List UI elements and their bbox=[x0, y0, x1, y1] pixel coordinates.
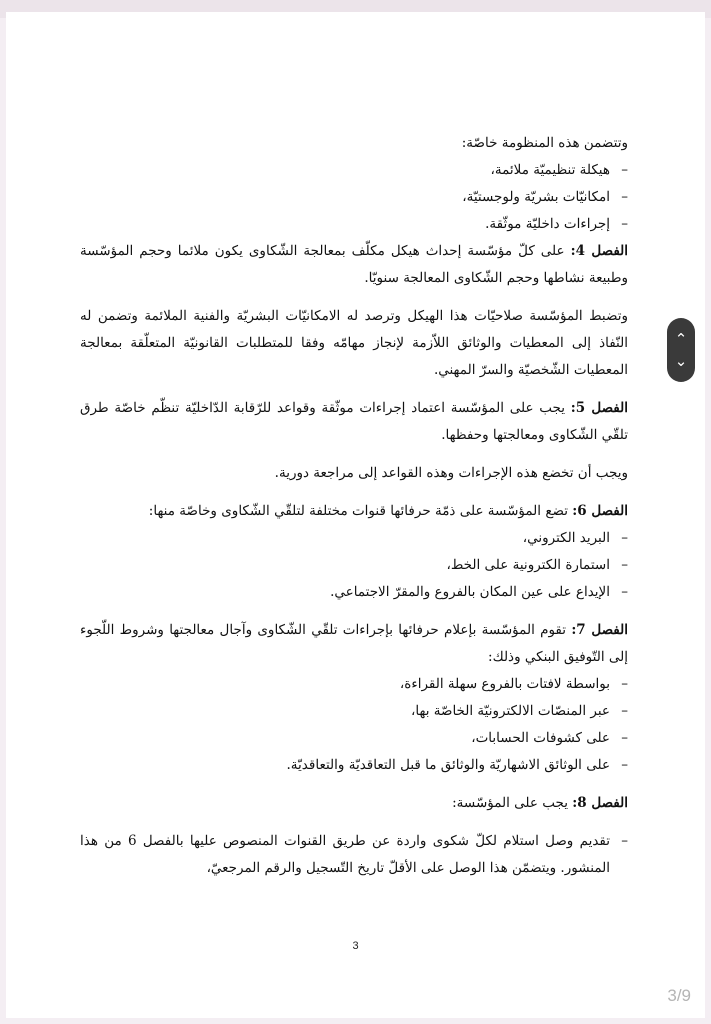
list-item: – بواسطة لافتات بالفروع سهلة القراءة، bbox=[80, 671, 610, 698]
list-item: – إجراءات داخليّة موثّقة. bbox=[80, 211, 610, 238]
chapter-5-label: الفصل 5: bbox=[570, 400, 628, 416]
chapter-7-label: الفصل 7: bbox=[571, 622, 629, 638]
chapter-6 bbox=[80, 498, 628, 525]
page-indicator: 3/9 bbox=[667, 986, 691, 1005]
page-number: 3 bbox=[352, 940, 359, 952]
list-item: – تقديم وصل استلام لكلّ شكوى واردة عن طريق القنوات المنصوص عليها بالفصل 6 من هذا المنشور. ويتضمّن هذا الوصل على الأقلّ تاريخ التّسجيل والرقم المرجعيّ، bbox=[80, 828, 610, 882]
list-item: – الإيداع على عين المكان بالفروع والمقرّ الاجتماعي. bbox=[80, 579, 610, 606]
chapter-4-label: الفصل 4: bbox=[570, 243, 629, 259]
intro-text: وتتضمن هذه المنظومة خاصّة: bbox=[461, 135, 628, 151]
list-item: – على الوثائق الاشهاريّة والوثائق ما قبل التعاقديّة والتعاقديّة. bbox=[80, 752, 610, 779]
scroll-down-icon[interactable]: ⌄ bbox=[674, 352, 688, 370]
list-item: – استمارة الكترونية على الخط، bbox=[80, 552, 610, 579]
chapter-8-label: الفصل 8: bbox=[572, 795, 628, 811]
chapter-4 bbox=[80, 238, 628, 292]
chapter-5-text: يجب على المؤسّسة اعتماد إجراءات موثّقة وقواعد للرّقابة الدّاخليّة تنظّم خاصّة طرق تلقّي الشّكاوى ومعالجتها وحفظها. bbox=[80, 400, 628, 443]
chapter-6-label: الفصل 6: bbox=[572, 503, 628, 519]
list-item: – امكانيّات بشريّة ولوجستيّة، bbox=[80, 184, 610, 211]
intro-list bbox=[80, 157, 628, 238]
chapter-8 bbox=[80, 790, 628, 817]
list-item: – هيكلة تنظيميّة ملائمة، bbox=[80, 157, 610, 184]
chapter-6-text: تضع المؤسّسة على ذمّة حرفائها قنوات مختلفة لتلقّي الشّكاوى وخاصّة منها: bbox=[148, 503, 568, 519]
chapter-5 bbox=[80, 395, 628, 449]
list-item: – على كشوفات الحسابات، bbox=[80, 725, 610, 752]
chapter-4-paragraph-2: وتضبط المؤسّسة صلاحيّات هذا الهيكل وترصد له الامكانيّات البشريّة والفنية الملائمة وتضمن له النّفاذ إلى المعطيات والوثائق اللاّزمة لإنجاز مهامّه وفقا للمتطلبات القانونيّة المتعلّقة بمعالجة المعطيات الشّخصيّة والسرّ المهني. bbox=[80, 308, 628, 378]
chapter-5-paragraph-2: ويجب أن تخضع هذه الإجراءات وهذه القواعد إلى مراجعة دورية. bbox=[274, 465, 628, 481]
page-content bbox=[80, 130, 628, 882]
list-item: – عبر المنصّات الالكترونيّة الخاصّة بها، bbox=[80, 698, 610, 725]
chapter-7 bbox=[80, 617, 628, 671]
chapter-7-list bbox=[80, 671, 628, 779]
scroll-control[interactable] bbox=[667, 318, 695, 382]
chapter-8-list bbox=[80, 828, 628, 882]
chapter-8-text: يجب على المؤسّسة: bbox=[452, 795, 568, 811]
scroll-up-icon[interactable]: ⌃ bbox=[674, 330, 688, 348]
chapter-6-list bbox=[80, 525, 628, 606]
list-item: – البريد الكتروني، bbox=[80, 525, 610, 552]
chapter-4-text: على كلّ مؤسّسة إحداث هيكل مكلّف بمعالجة الشّكاوى يكون ملائما وحجم المؤسّسة وطبيعة نشاطها وحجم الشّكاوى المعالجة سنويّا. bbox=[80, 243, 628, 286]
chapter-7-text: تقوم المؤسّسة بإعلام حرفائها بإجراءات تلقّي الشّكاوى وآجال معالجتها وشروط اللّجوء إلى التّوفيق البنكي وذلك: bbox=[80, 622, 628, 665]
